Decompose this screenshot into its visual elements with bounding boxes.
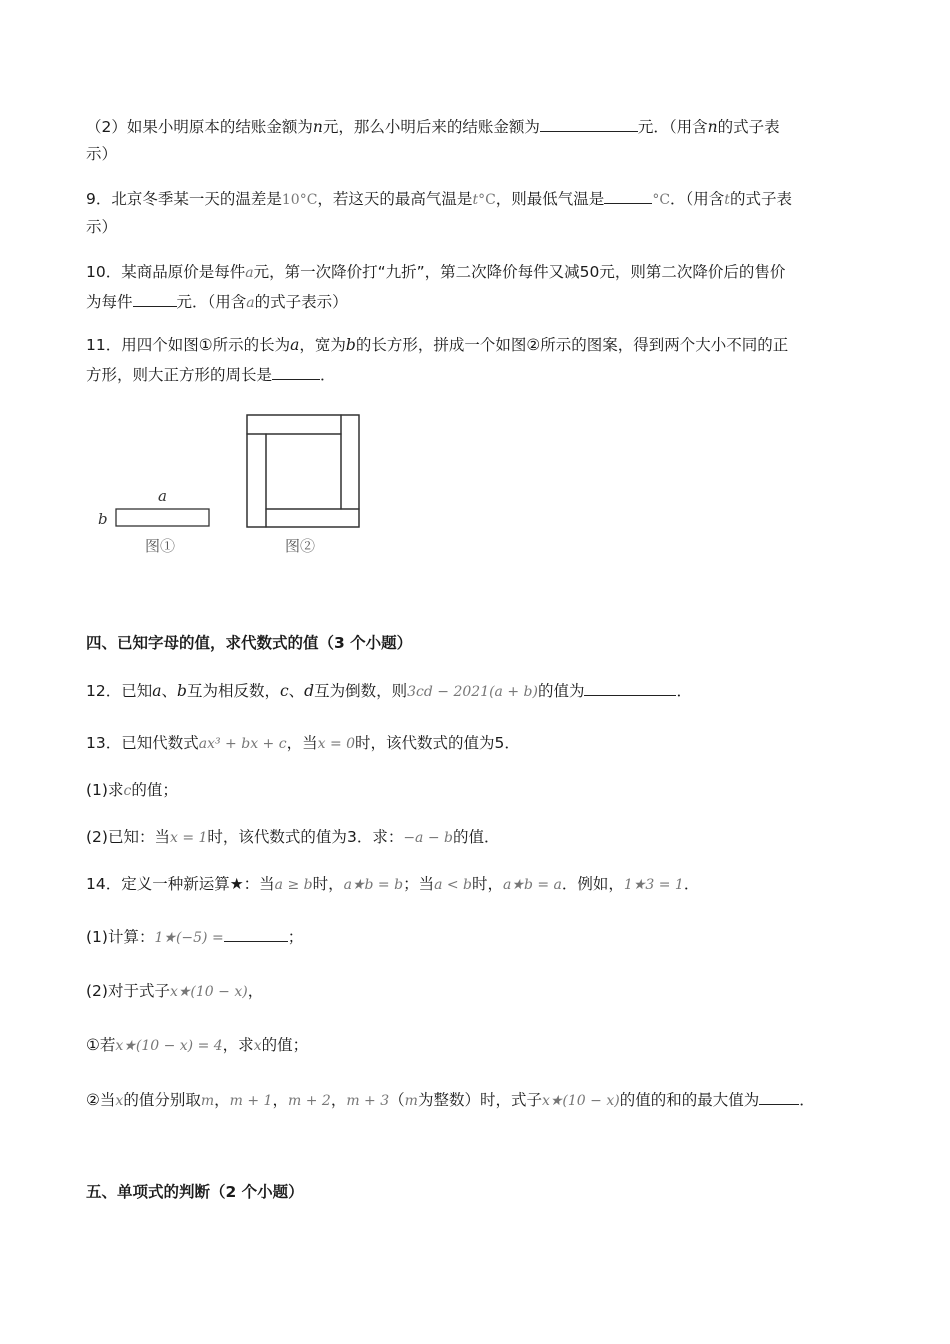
fig2-caption: 图② [285, 537, 316, 555]
section5-title: 五、单项式的判断（2 个小题） [86, 1183, 304, 1201]
answer-blank[interactable] [604, 188, 652, 204]
q10-line2: 为每件 元．（用含a的式子表示） [86, 293, 348, 311]
q11-line2: 方形，则大正方形的周长是 ． [86, 366, 336, 384]
q8-part2-line2: 示） [86, 145, 118, 163]
q14-part1: (1)计算：1★(−5) = ； [86, 928, 304, 946]
fig2-square-pattern [247, 415, 359, 527]
answer-blank[interactable] [759, 1089, 799, 1105]
section4-title: 四、已知字母的值，求代数式的值（3 个小题） [86, 634, 413, 652]
q8-part2-line1: （2）如果小明原本的结账金额为n元，那么小明后来的结账金额为 元．（用含n的式子表 [86, 118, 780, 136]
q9-line2: 示） [86, 218, 118, 236]
q13-line: 13．已知代数式ax³ + bx + c，当x = 0时，该代数式的值为5． [86, 734, 520, 752]
q13-part2: (2)已知：当x = 1时，该代数式的值为3．求：−a − b的值． [86, 828, 500, 846]
q14-part2: (2)对于式子x★(10 − x)， [86, 982, 264, 1000]
fig1-label-b: b [98, 510, 108, 528]
answer-blank[interactable] [540, 116, 638, 132]
answer-blank[interactable] [224, 926, 288, 942]
answer-blank[interactable] [133, 291, 177, 307]
q9-line1: 9．北京冬季某一天的温差是10°C，若这天的最高气温是t°C，则最低气温是 °C．（用含t的式子表 [86, 190, 792, 208]
q13-part1: (1)求c的值； [86, 781, 178, 799]
fig1-caption: 图① [145, 537, 176, 555]
q11-figures [90, 405, 380, 565]
q12-line: 12．已知a、b互为相反数，c、d互为倒数，则3cd − 2021(a + b)的值为 ． [86, 682, 692, 700]
fig1-rectangle [116, 509, 209, 526]
answer-blank[interactable] [272, 364, 320, 380]
q10-line1: 10．某商品原价是每件a元，第一次降价打“九折”，第二次降价每件又减50元，则第二次降价后的售价 [86, 263, 786, 281]
q14-part2-item2: ②当x的值分别取m，m + 1，m + 2，m + 3（m为整数）时，式子x★(10 − x)的值的和的最大值为 ． [86, 1091, 815, 1109]
q14-part2-item1: ①若x★(10 − x) = 4，求x的值； [86, 1036, 309, 1054]
answer-blank[interactable] [584, 680, 676, 696]
fig1-label-a: a [158, 487, 167, 505]
q14-line: 14．定义一种新运算★：当a ≥ b时，a★b = b；当a < b时，a★b = a．例如，1★3 = 1． [86, 875, 700, 893]
q11-line1: 11．用四个如图①所示的长为a，宽为b的长方形，拼成一个如图②所示的图案，得到两个大小不同的正 [86, 336, 789, 354]
